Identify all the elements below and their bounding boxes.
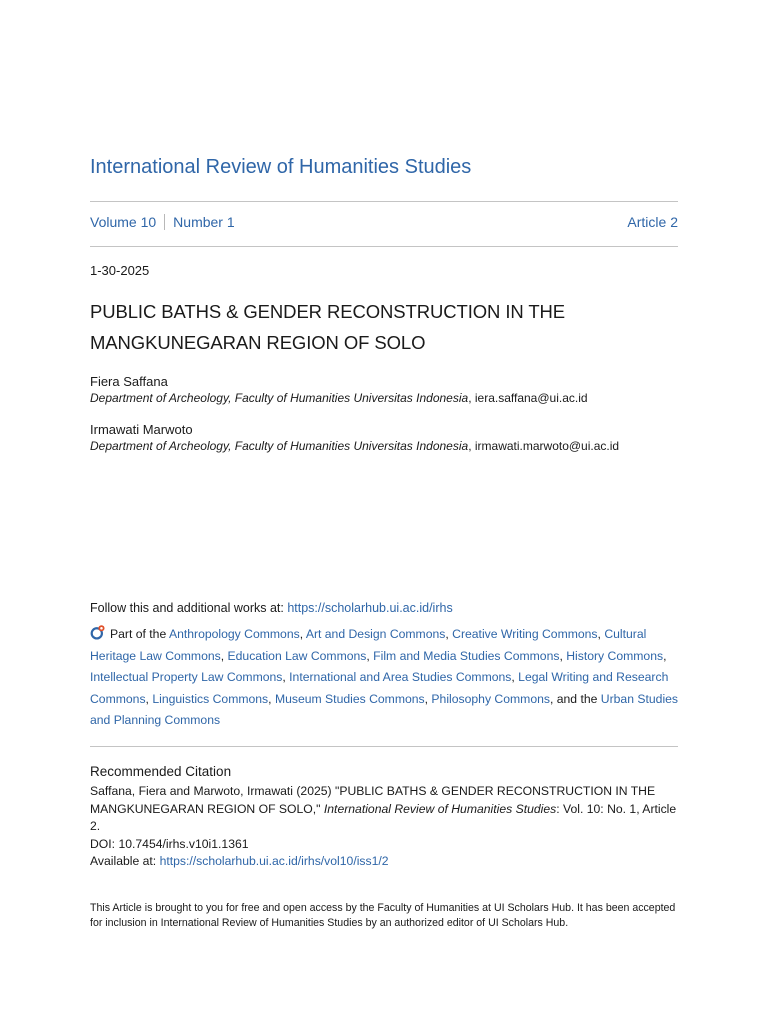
affiliation-text: Department of Archeology, Faculty of Humanities Universitas Indonesia [90, 391, 469, 405]
commons-separator: , [559, 648, 567, 663]
author-email: , irmawati.marwoto@ui.ac.id [468, 439, 620, 453]
affiliation-text: Department of Archeology, Faculty of Humanities Universitas Indonesia [90, 439, 469, 453]
publication-date: 1-30-2025 [90, 263, 150, 278]
commons-link[interactable]: Art and Design Commons [305, 627, 446, 641]
commons-separator: , [511, 670, 519, 684]
recommended-citation-heading: Recommended Citation [90, 764, 232, 779]
commons-separator: , [366, 648, 374, 663]
follow-label: Follow this and additional works at: [90, 601, 288, 615]
commons-link[interactable]: Education Law Commons [227, 648, 367, 663]
commons-separator: , [220, 648, 228, 663]
citation-journal: International Review of Humanities Studies [323, 801, 557, 816]
issue-separator [164, 214, 165, 230]
commons-link[interactable]: Urban Studies and Planning Commons [90, 691, 679, 727]
commons-link[interactable]: Anthropology Commons [168, 627, 300, 641]
article-title-line1: PUBLIC BATHS & GENDER RECONSTRUCTION IN THE [90, 301, 566, 322]
part-of-label: Part of the [110, 627, 169, 641]
commons-separator: , [663, 648, 667, 663]
open-access-network-icon [90, 624, 107, 641]
author-name: Irmawati Marwoto [90, 422, 193, 437]
commons-separator: , [445, 627, 453, 641]
author-block [90, 421, 690, 455]
commons-link[interactable]: Legal Writing and Research Commons [90, 670, 669, 706]
number-link[interactable]: Number 1 [173, 214, 235, 230]
commons-link[interactable]: Linguistics Commons [152, 691, 269, 706]
commons-separator: , [145, 691, 153, 706]
commons-link[interactable]: Intellectual Property Law Commons [90, 670, 283, 684]
part-of-commons [90, 624, 680, 732]
article-link[interactable]: Article 2 [627, 214, 678, 230]
commons-link[interactable]: Cultural Heritage Law Commons [90, 627, 647, 663]
journal-title-link[interactable]: International Review of Humanities Studies [90, 156, 472, 178]
commons-link[interactable]: Film and Media Studies Commons [373, 648, 560, 663]
commons-separator: , [424, 691, 432, 706]
issue-row [90, 214, 678, 230]
author-name: Fiera Saffana [90, 374, 168, 389]
commons-link[interactable]: International and Area Studies Commons [289, 670, 512, 684]
divider-issue [90, 246, 678, 247]
commons-separator: , [282, 670, 290, 684]
author-block [90, 373, 690, 407]
recommended-citation [90, 783, 678, 871]
author-affiliation [90, 438, 690, 455]
commons-link[interactable]: Philosophy Commons [431, 691, 550, 706]
citation-tail: : Vol. 10: No. 1, Article 2. [90, 801, 677, 833]
author-affiliation [90, 390, 690, 407]
commons-separator: , [268, 691, 275, 706]
available-url-link[interactable]: https://scholarhub.ui.ac.id/irhs/vol10/iss1/2 [159, 854, 389, 868]
commons-link[interactable]: History Commons [566, 648, 664, 663]
citation-text: Saffana, Fiera and Marwoto, Irmawati (2025) "PUBLIC BATHS & GENDER RECONSTRUCTION IN THE MANGKUNEGARAN REGION OF SOLO," [90, 784, 656, 816]
commons-link[interactable]: Creative Writing Commons [452, 627, 598, 641]
access-footer-note: This Article is brought to you for free and open access by the Faculty of Humanities at UI Scholars Hub. It has been accepted for inclusion in International Review of Humanities Studies by an authorized editor of UI Scholars Hub. [90, 902, 676, 929]
commons-separator: , [299, 627, 306, 641]
article-title-line2: MANGKUNEGARAN REGION OF SOLO [90, 332, 426, 353]
divider-top [90, 201, 678, 202]
divider-citation [90, 746, 678, 747]
citation-available [90, 853, 678, 871]
volume-link[interactable]: Volume 10 [90, 214, 157, 230]
citation-doi: DOI: 10.7454/irhs.v10i1.1361 [90, 836, 249, 851]
article-title [90, 296, 678, 358]
author-email: , iera.saffana@ui.ac.id [468, 391, 588, 405]
commons-link[interactable]: Museum Studies Commons [274, 691, 425, 706]
commons-list [90, 627, 678, 727]
follow-line [90, 601, 453, 615]
commons-separator: , [597, 627, 605, 641]
commons-and-the: , and the [549, 691, 601, 706]
follow-url-link[interactable]: https://scholarhub.ui.ac.id/irhs [287, 601, 453, 615]
available-label: Available at: [90, 854, 160, 868]
